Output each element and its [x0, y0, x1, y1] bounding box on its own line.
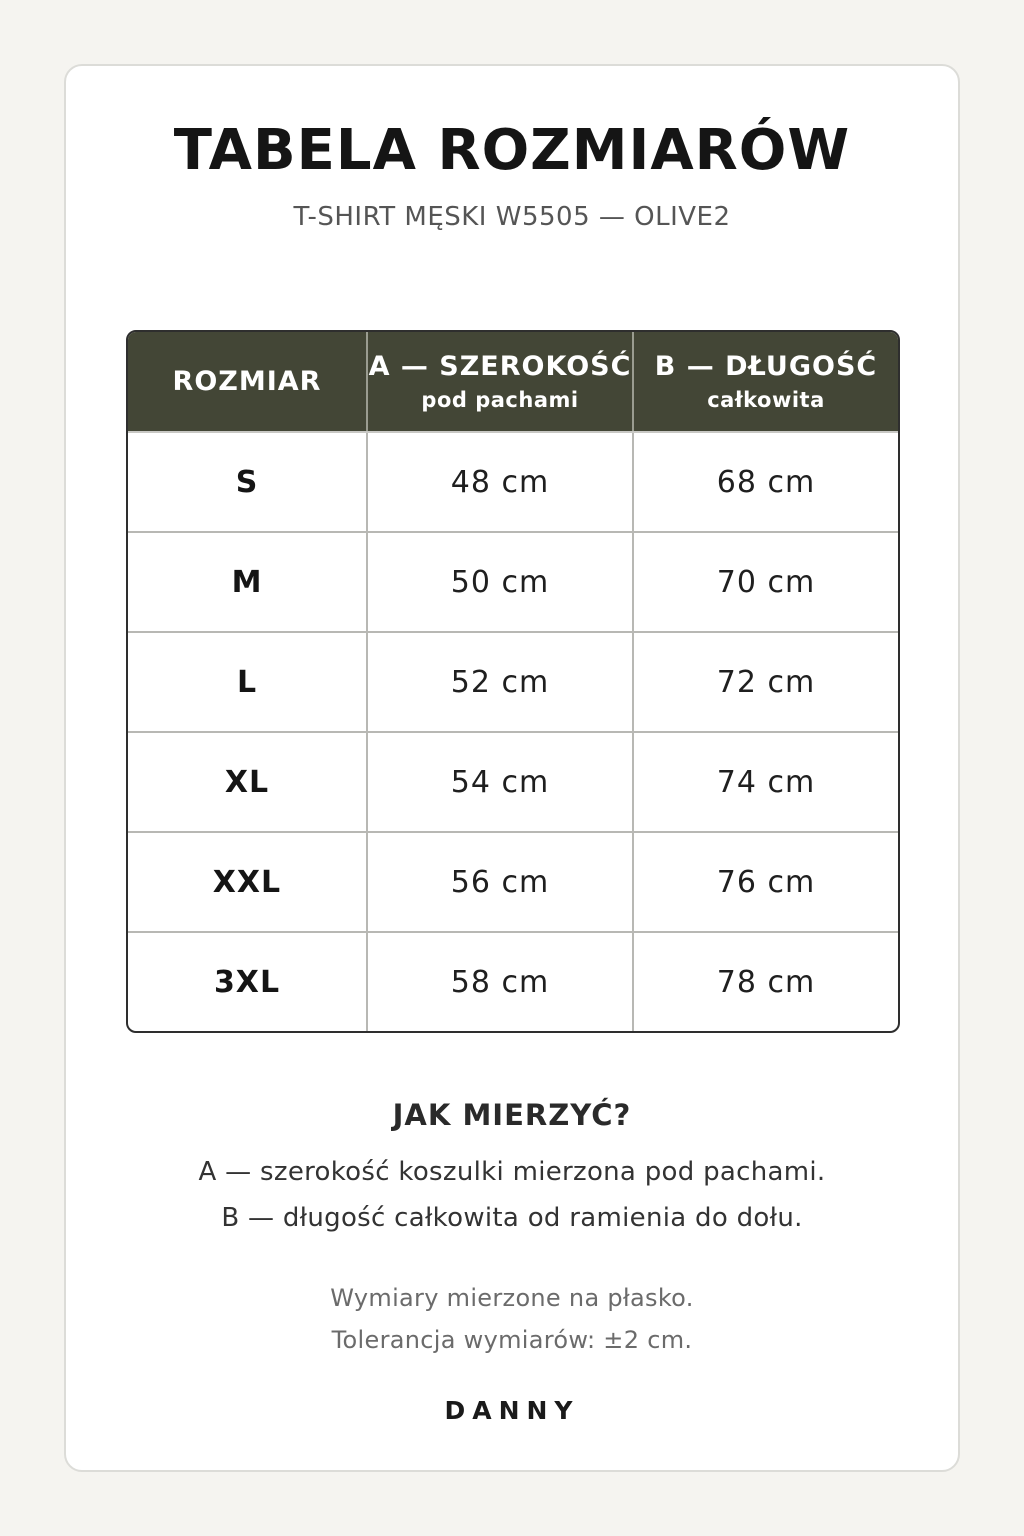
column-header-sublabel: całkowita: [707, 388, 825, 412]
length-cell: 74 cm: [633, 732, 898, 832]
tolerance-note: Tolerancja wymiarów: ±2 cm.: [331, 1326, 693, 1354]
table-row: [128, 432, 898, 532]
size-cell: XL: [128, 732, 367, 832]
size-cell: 3XL: [128, 932, 367, 1032]
size-chart-card: [64, 64, 960, 1472]
size-table: [126, 330, 900, 1033]
table-row: [128, 932, 898, 1032]
width-cell: 52 cm: [367, 632, 633, 732]
length-cell: 68 cm: [633, 432, 898, 532]
size-cell: S: [128, 432, 367, 532]
column-header-width: [367, 332, 633, 432]
page-title: TABELA ROZMIARÓW: [173, 118, 851, 183]
table-row: [128, 532, 898, 632]
length-cell: 70 cm: [633, 532, 898, 632]
column-header-label: ROZMIAR: [172, 366, 322, 397]
width-cell: 58 cm: [367, 932, 633, 1032]
length-cell: 78 cm: [716, 965, 816, 1000]
measure-b-description: B — długość całkowita od ramienia do dołu.: [221, 1203, 803, 1233]
column-header-label: A — SZEROKOŚĆ: [368, 351, 632, 382]
width-cell: 54 cm: [367, 732, 633, 832]
brand-logo-text: DANNY: [444, 1396, 580, 1425]
product-subtitle: T-SHIRT MĘSKI W5505 — OLIVE2: [293, 202, 731, 232]
table-row: [128, 832, 898, 932]
column-header-size: [128, 332, 367, 432]
width-cell: 56 cm: [367, 832, 633, 932]
size-cell: M: [128, 532, 367, 632]
table-row: [128, 632, 898, 732]
column-header-length: [633, 332, 898, 432]
column-header-label: B — DŁUGOŚĆ: [654, 351, 878, 382]
width-cell: 48 cm: [367, 432, 633, 532]
table-row: [128, 732, 898, 832]
column-header-sublabel: pod pachami: [421, 388, 579, 412]
width-cell: 50 cm: [367, 532, 633, 632]
measure-a-description: A — szerokość koszulki mierzona pod pachami.: [198, 1157, 826, 1187]
size-cell: L: [128, 632, 367, 732]
how-to-measure-heading: JAK MIERZYĆ?: [392, 1098, 632, 1132]
table-header-row: [128, 332, 898, 432]
size-cell: XXL: [128, 832, 367, 932]
length-cell: 76 cm: [633, 832, 898, 932]
flat-measure-note: Wymiary mierzone na płasko.: [330, 1284, 694, 1312]
length-cell: 72 cm: [633, 632, 898, 732]
